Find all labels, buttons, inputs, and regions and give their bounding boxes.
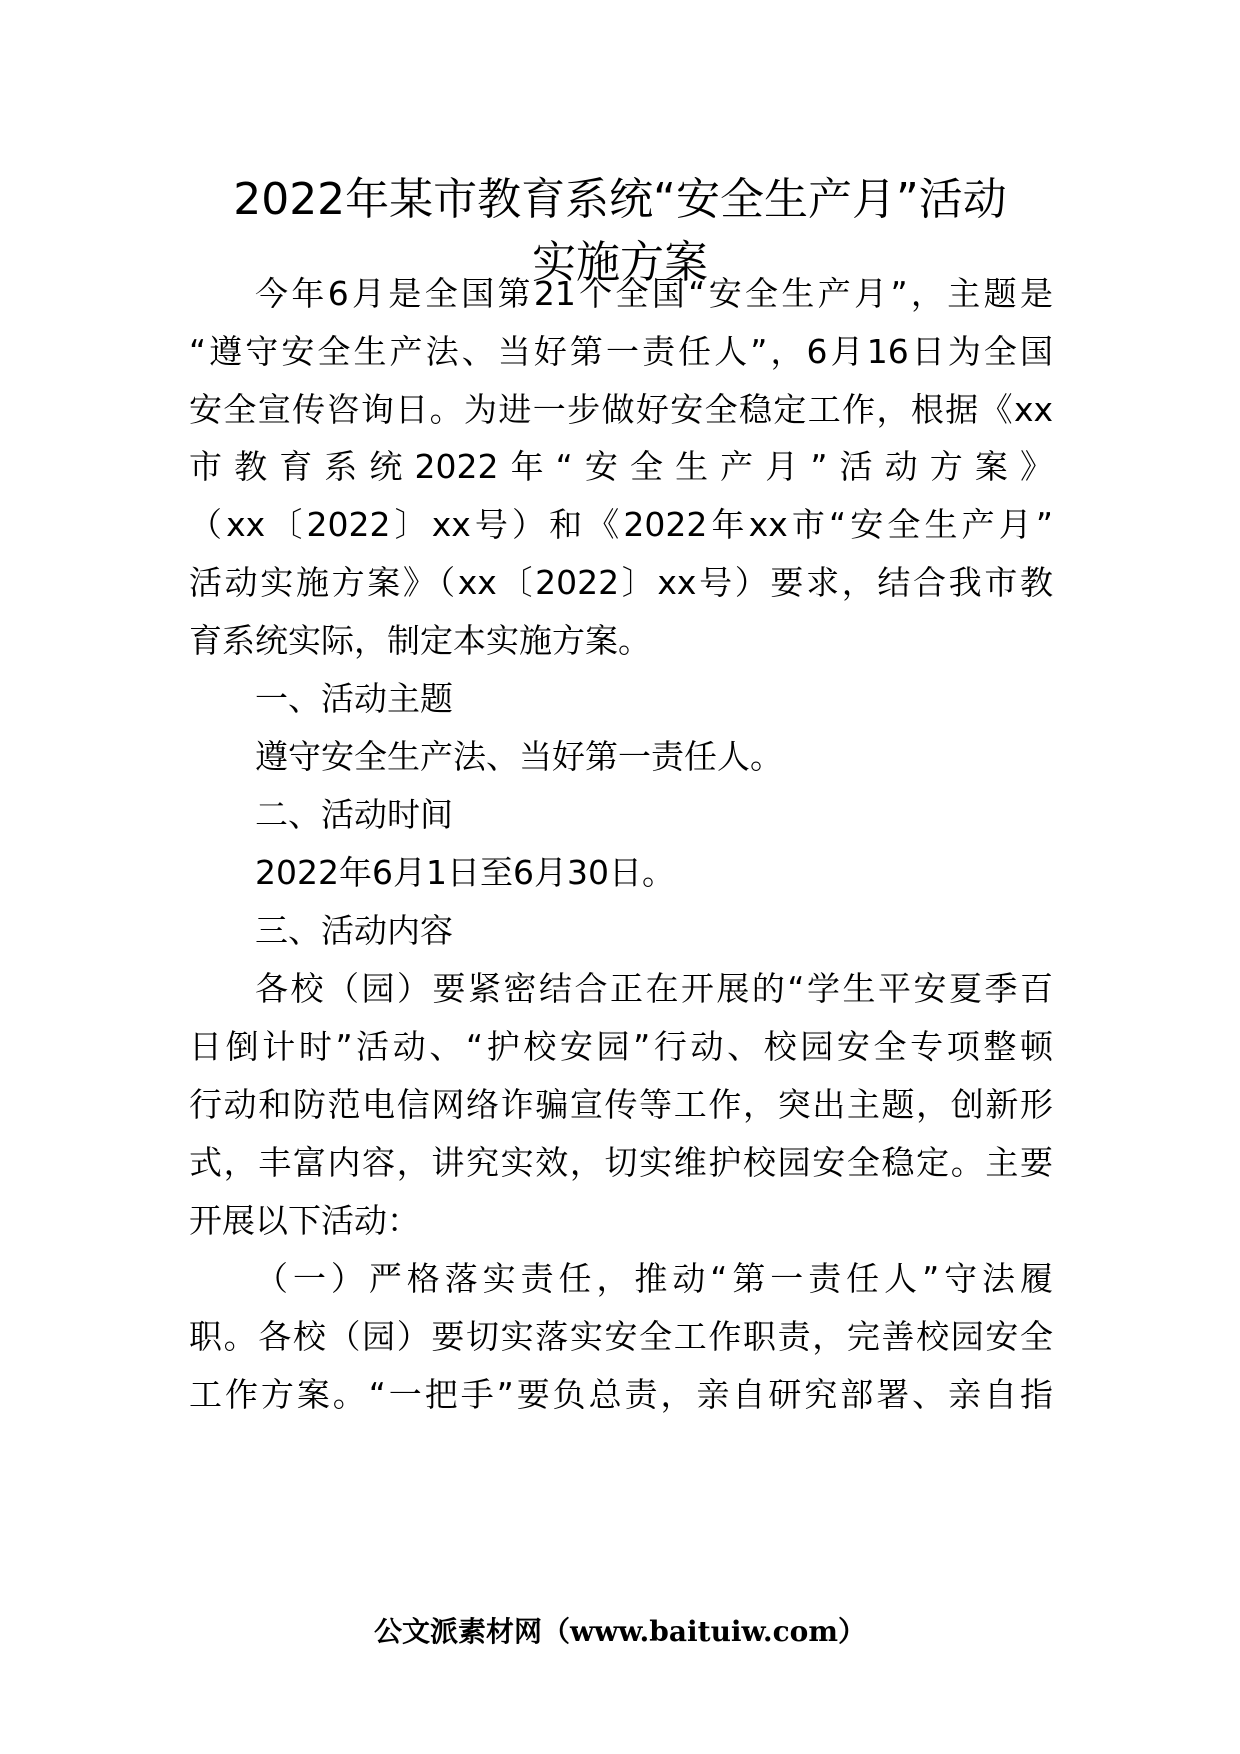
body-line: 职。各校（园）要切实落实安全工作职责，完善校园安全	[189, 1317, 1053, 1356]
body-line: 市教育系统2022年“安全生产月”活动方案》	[189, 447, 1053, 486]
body-line: 育系统实际，制定本实施方案。	[189, 621, 651, 660]
body-line: 行动和防范电信网络诈骗宣传等工作，突出主题，创新形	[189, 1085, 1053, 1124]
body-line: 日倒计时”活动、“护校安园”行动、校园安全专项整顿	[189, 1027, 1053, 1066]
section-heading-3: 三、活动内容	[255, 911, 453, 950]
body-line: 今年6月是全国第21个全国“安全生产月”，主题是	[255, 274, 1053, 313]
body-line: 安全宣传咨询日。为进一步做好安全稳定工作，根据《xx	[189, 390, 1053, 429]
body-line: “遵守安全生产法、当好第一责任人”，6月16日为全国	[189, 332, 1053, 371]
document-title-line-1: 2022年某市教育系统“安全生产月”活动	[233, 174, 1007, 225]
body-line: 2022年6月1日至6月30日。	[255, 853, 675, 892]
body-line: 各校（园）要紧密结合正在开展的“学生平安夏季百	[255, 969, 1053, 1008]
document-title-line-2: 实施方案	[532, 237, 708, 288]
body-line: 遵守安全生产法、当好第一责任人。	[255, 737, 783, 776]
body-line: （xx〔2022〕xx号）和《2022年xx市“安全生产月”	[189, 505, 1053, 544]
body-line: 工作方案。“一把手”要负总责，亲自研究部署、亲自指	[189, 1375, 1053, 1414]
body-line: 式，丰富内容，讲究实效，切实维护校园安全稳定。主要	[189, 1143, 1053, 1182]
footer-watermark-text: 公文派素材网（www.baituiw.com）	[374, 1615, 866, 1648]
body-line: 活动实施方案》（xx〔2022〕xx号）要求，结合我市教	[189, 563, 1053, 602]
section-heading-1: 一、活动主题	[255, 679, 453, 718]
body-line: 开展以下活动：	[189, 1201, 420, 1240]
subsection-line: （一）严格落实责任，推动“第一责任人”守法履	[255, 1259, 1053, 1298]
section-heading-2: 二、活动时间	[255, 795, 453, 834]
